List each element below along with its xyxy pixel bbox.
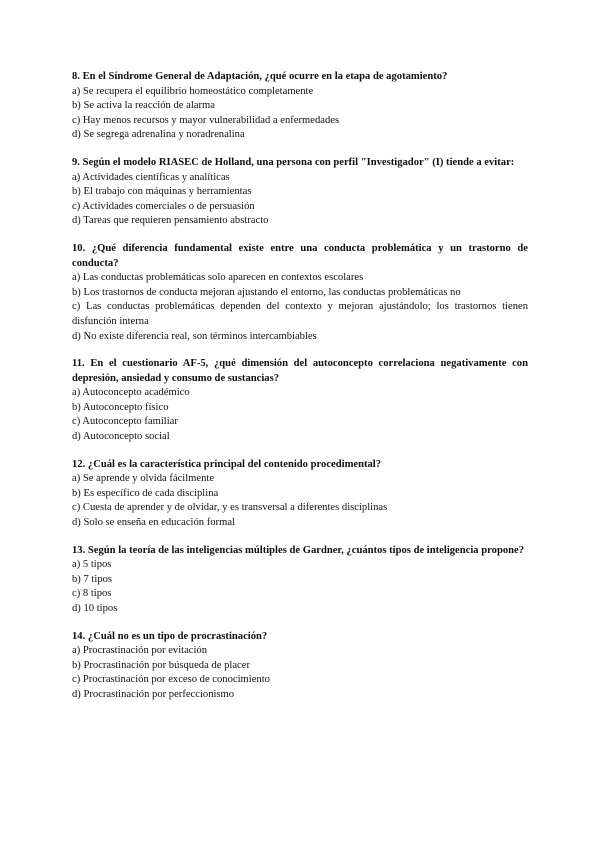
option-c: c) Autoconcepto familiar <box>72 416 178 428</box>
option-d: d) 10 tipos <box>72 603 118 614</box>
question-title: 11. En el cuestionario AF-5, ¿qué dimensión del autoconcepto correlaciona negativamente con depresión, ansiedad y consumo de sustancias? <box>72 358 528 384</box>
option-a: a) Actividades científicas y analíticas <box>72 171 230 183</box>
question-list <box>72 70 528 716</box>
question-10 <box>72 242 528 344</box>
question-13 <box>72 544 528 617</box>
question-11 <box>72 357 528 445</box>
question-title: 8. En el Síndrome General de Adaptación, ¿qué ocurre en la etapa de agotamiento? <box>72 71 448 82</box>
question-title: 13. Según la teoría de las inteligencias múltiples de Gardner, ¿cuántos tipos de inteligencia propone? <box>72 544 525 556</box>
option-d: d) No existe diferencia real, son términos intercambiables <box>72 330 317 342</box>
option-c: c) Actividades comerciales o de persuasión <box>72 200 255 212</box>
question-title: 14. ¿Cuál no es un tipo de procrastinación? <box>72 630 268 642</box>
question-12 <box>72 458 528 531</box>
option-c: c) Las conductas problemáticas dependen del contexto y mejoran ajustándolo; los trastornos tienen disfunción interna <box>72 301 528 327</box>
option-d: d) Solo se enseña en educación formal <box>72 517 235 529</box>
option-d: d) Se segrega adrenalina y noradrenalina <box>72 129 245 141</box>
option-d: d) Procrastinación por perfeccionismo <box>72 688 235 700</box>
option-c: c) Cuesta de aprender y de olvidar, y es transversal a diferentes disciplinas <box>72 502 388 514</box>
question-9 <box>72 156 528 229</box>
option-b: b) Se activa la reacción de alarma <box>72 100 215 112</box>
question-title: 10. ¿Qué diferencia fundamental existe entre una conducta problemática y un trastorno de conducta? <box>72 242 528 269</box>
question-title: 9. Según el modelo RIASEC de Holland, una persona con perfil "Investigador" (I) tiende a evitar: <box>72 156 515 168</box>
question-title: 12. ¿Cuál es la característica principal del contenido procedimental? <box>72 458 382 470</box>
question-8 <box>72 70 528 143</box>
option-a: a) Se recupera el equilibrio homeostático completamente <box>72 85 314 97</box>
option-b: b) Autoconcepto físico <box>72 401 169 413</box>
option-d: d) Tareas que requieren pensamiento abstracto <box>72 215 269 227</box>
option-a: a) 5 tipos <box>72 559 112 571</box>
option-c: c) Procrastinación por exceso de conocimiento <box>72 674 270 686</box>
option-c: c) Hay menos recursos y mayor vulnerabilidad a enfermedades <box>72 114 340 126</box>
question-14 <box>72 630 528 703</box>
option-b: b) El trabajo con máquinas y herramientas <box>72 186 252 198</box>
option-a: a) Se aprende y olvida fácilmente <box>72 473 215 485</box>
option-c: c) 8 tipos <box>72 588 112 600</box>
option-d: d) Autoconcepto social <box>72 431 170 443</box>
option-a: a) Las conductas problemáticas solo aparecen en contextos escolares <box>72 272 364 284</box>
option-b: b) 7 tipos <box>72 573 113 585</box>
option-b: b) Es específico de cada disciplina <box>72 487 219 499</box>
option-a: a) Procrastinación por evitación <box>72 645 208 657</box>
option-b: b) Los trastornos de conducta mejoran ajustando el entorno, las conductas problemáticas no <box>72 286 461 298</box>
option-b: b) Procrastinación por búsqueda de placer <box>72 659 250 671</box>
option-a: a) Autoconcepto académico <box>72 387 190 399</box>
